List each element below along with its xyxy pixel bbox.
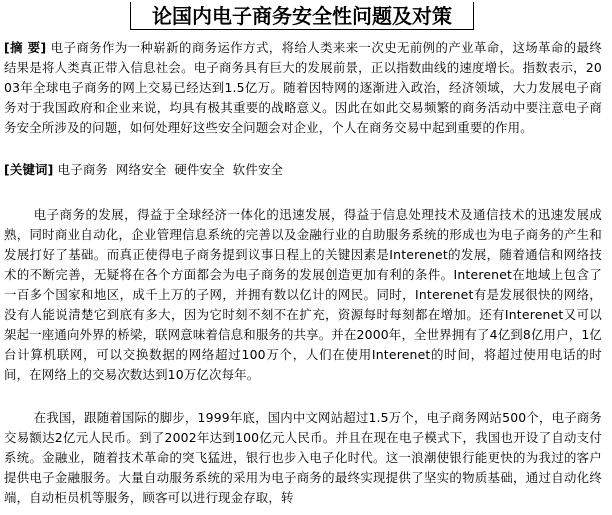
abstract-paragraph <box>4 38 602 138</box>
abstract-label: [摘 要] <box>4 40 47 55</box>
body-paragraph: 电子商务的发展，得益于全球经济一体化的迅速发展，得益于信息处理技术及通信技术的迅速发展成熟，同时商业自动化，企业管理信息系统的完善以及金融行业的自助服务系统的形成也为电子商务的产生和发展打好了基础。而真正使得电子商务提到议事日程上的关键因素是Interenet的发展，随着通信和网络技术的不断完善，无疑将在各个方面都会为电子商务的发展创造更加有利的条件。Interenet在地域上包含了一百多个国家和地区，成千上万的子网，并拥有数以亿计的网民。同时，Interenet有是发展很快的网络，没有人能说清楚它到底有多大，因为它时刻不刻不在扩充，资源每时每刻都在增加。还有Interenet又可以架起一座通向外界的桥梁，联网意味着信息和服务的共享。并在2000年，全世界拥有了4亿到8亿用户，1亿台计算机联网，可以交换数据的网络超过100万个，人们在使用Interenet的时间，将超过使用电话的时间，在网络上的交易次数达到10万亿次每年。 <box>4 207 602 382</box>
keywords-label: [关键词] <box>4 162 54 177</box>
body-paragraph: 在我国，跟随着国际的脚步，1999年底，国内中文网站超过1.5万个，电子商务网站500个，电子商务交易额达2亿元人民币。到了2002年达到100亿元人民币。并且在现在电子模式下，我国也开设了自动支付系统。金融业，随着技术革命的突飞猛进，银行也步入电子化时代。这一浪潮使银行能更快的为我过的客户提供电子金融服务。大量自动服务系统的采用为电子商务的最终实现提供了坚实的物质基础，通过自动化终端，自动柜员机等服务，顾客可以进行现金存取，转 <box>4 410 602 505</box>
keyword-item: 网络安全 <box>116 162 167 177</box>
keyword-item: 电子商务 <box>57 162 109 177</box>
keywords-paragraph <box>4 160 602 180</box>
keyword-item: 硬件安全 <box>174 162 225 177</box>
keyword-item: 软件安全 <box>232 162 284 177</box>
abstract-text: 电子商务作为一种崭新的商务运作方式，将给人类来来一次史无前例的产业革命，这场革命的最终结果是将人类真正带入信息社会。电子商务具有巨大的发展前景，正以指数曲线的速度增长。指数表示，2003年全球电子商务的网上交易已经达到1.5亿万。随着因特网的逐渐进入政治，经济领域，大力发展电子商务对于我国政府和企业来说，均具有极其重要的战略意义。因此在如此交易频繁的商务活动中要注意电子商务安全所涉及的问题，如何处理好这些安全问题会对企业，个人在商务交易中起到重要的作用。 <box>4 40 603 135</box>
document-title: 论国内电子商务安全性问题及对策 <box>130 2 474 30</box>
